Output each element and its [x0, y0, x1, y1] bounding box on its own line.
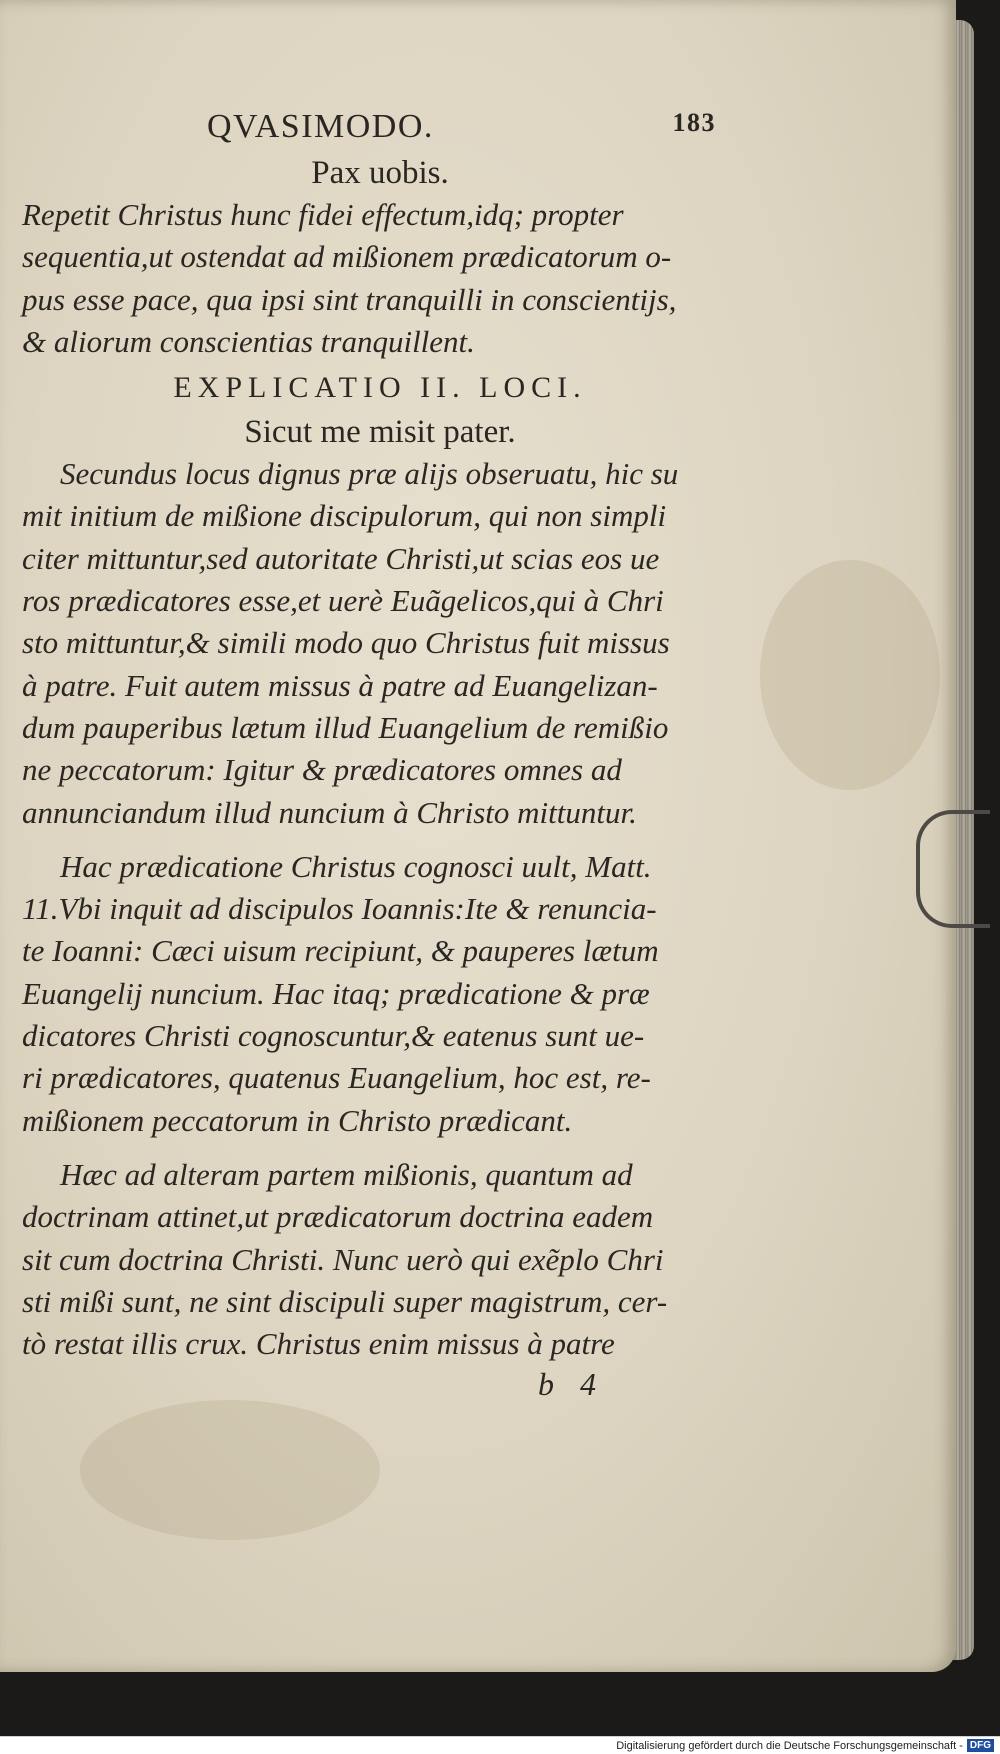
text-line: tò restat illis crux. Christus enim missus à patre — [22, 1326, 615, 1362]
paragraph-3 — [22, 1154, 738, 1365]
text-line: dicatores Christi cognoscuntur,& eatenus sunt ue- — [22, 1018, 645, 1054]
text-line: Secundus locus dignus præ alijs obseruatu, hic su — [60, 456, 679, 492]
text-line: sto mittuntur,& simili modo quo Christus fuit missus — [22, 625, 670, 661]
text-line: pus esse pace, qua ipsi sint tranquilli in conscientijs, — [22, 281, 677, 317]
text-line: doctrinam attinet,ut prædicatorum doctrina eadem — [22, 1199, 654, 1235]
page-text-block — [22, 100, 738, 1365]
text-line: dum pauperibus lætum illud Euangelium de remißio — [22, 709, 669, 745]
text-line: ros prædicatores esse,et uerè Euãgelicos,qui à Chri — [22, 583, 664, 619]
section-2-subheading: Sicut me misit pater. — [244, 414, 516, 451]
paragraph-2 — [22, 846, 738, 1142]
text-line: à patre. Fuit autem missus à patre ad Euangelizan- — [22, 667, 658, 703]
text-line: Repetit Christus hunc fidei effectum,idq; propter — [22, 197, 624, 232]
text-line: 11.Vbi inquit ad discipulos Ioannis:Ite & renuncia- — [22, 891, 657, 927]
text-line: ri prædicatores, quatenus Euangelium, hoc est, re- — [22, 1060, 651, 1096]
text-line: Euangelij nuncium. Hac itaq; prædicatione & præ — [22, 975, 650, 1011]
digitization-credit-bar — [0, 1736, 1000, 1754]
signature-mark: b 4 — [538, 1366, 596, 1402]
text-line: ne peccatorum: Igitur & prædicatores omnes ad — [22, 752, 622, 788]
text-line: & aliorum conscientias tranquillent. — [22, 323, 475, 359]
running-head-title: QVASIMODO. — [207, 108, 434, 145]
text-line: citer mittuntur,sed autoritate Christi,ut scias eos ue — [22, 540, 660, 576]
digitization-credit: Digitalisierung gefördert durch die Deutsche Forschungsgemeinschaft - — [616, 1739, 963, 1752]
text-line: sit cum doctrina Christi. Nunc uerò qui exẽplo Chri — [22, 1241, 664, 1277]
text-line: sequentia,ut ostendat ad mißionem prædicatorum o- — [22, 239, 672, 275]
dfg-logo: DFG — [967, 1739, 994, 1752]
paper-stain — [760, 560, 940, 790]
paper-stain — [80, 1400, 380, 1540]
paragraph-1 — [22, 453, 738, 834]
section-2-heading: EXPLICATIO II. LOCI. — [173, 371, 587, 405]
text-line: annunciandum illud nuncium à Christo mittuntur. — [22, 794, 637, 830]
text-line: Hac prædicatione Christus cognosci uult, Matt. — [60, 848, 652, 884]
text-line: mißionem peccatorum in Christo prædicant. — [22, 1102, 573, 1138]
section-1-heading: Pax uobis. — [311, 155, 449, 191]
page-number: 183 — [672, 108, 716, 137]
text-line: Hæc ad alteram partem mißionis, quantum ad — [60, 1156, 633, 1192]
text-line: mit initium de mißione discipulorum, qui non simpli — [22, 498, 667, 534]
text-line: sti mißi sunt, ne sint discipuli super magistrum, cer- — [22, 1283, 668, 1319]
section-1-paragraph — [22, 194, 738, 363]
book-clasp — [916, 810, 990, 928]
text-line: te Ioanni: Cæci uisum recipiunt, & pauperes lætum — [22, 933, 659, 969]
running-head — [22, 100, 738, 152]
